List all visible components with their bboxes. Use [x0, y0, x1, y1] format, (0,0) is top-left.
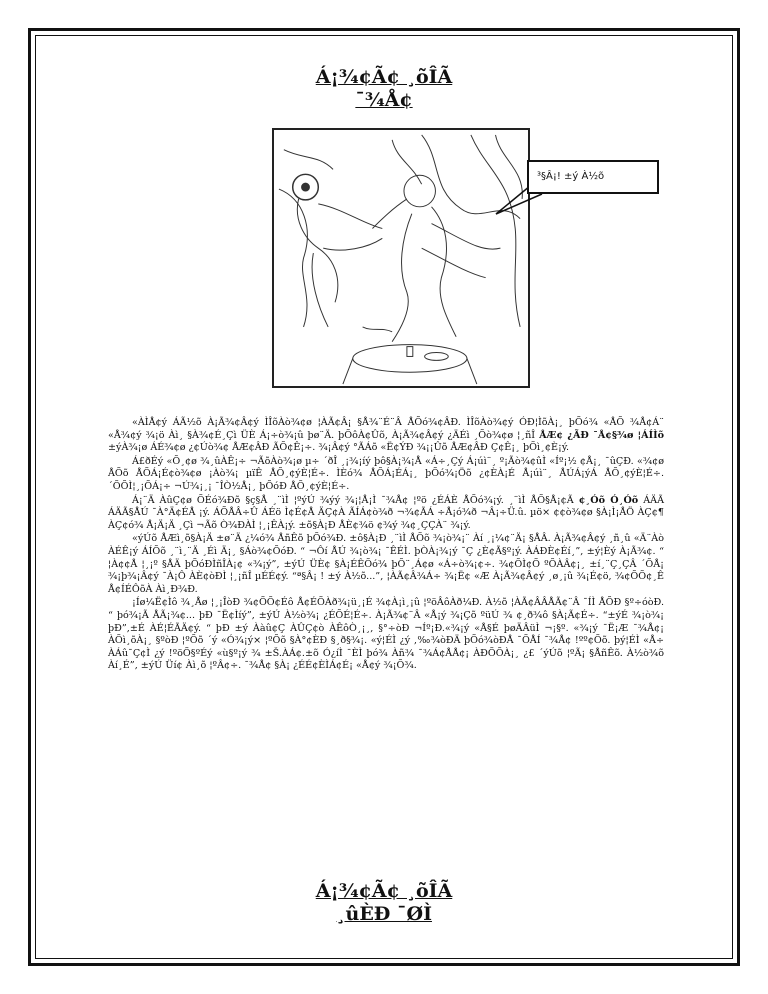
footer-line-1: Á¡¾¢Ã¢ ¸õÎÃ [315, 880, 453, 902]
paragraph-text: Á£ðÉý «Õ¸¢ø ¾¸ûÀÊ¡÷ ¬ÃõÀò¾¡ø µ÷ ´ðÎ ¸¡¾¡íý þô§À¡¾¡Å «Á÷¸Çý Á¡úì¨¸ º¡Ãò¾¢ûÌ «Íº¡½ ¢Å¡¸ ¯ûÇÐ. «¾¢ø ÅÕõ ÅÕÁ¡É¢ò¾¢ø ¡Àò¾¡ µïÊ ÅÕ¸¢ýÈ¦É÷. ÌÈó¾ ÅÕÁ¡ÉÁ¡¸ þÕó¾¡Öõ ¿¢ÈÀ¡É Å¡úì¨¸ ÅÚÁ¡ýÁ ÅÕ¸¢ýÈ¦É÷. ´ÕÕÌ¦¸¡ÕÁ¡÷ ¬Ú¾¡¸¡ ¯ÎÒ½Å¡¸ þÕóÐ ÅÕ¸¢ýÈ¦É÷. [108, 455, 664, 492]
paragraph-text-tail: ±ýÀ¾¡ø ÁÉ¾¢ø ¿¢Úò¾¢ ÅÆ¢ÂÐ ÃÕ¢Ê¡÷. ¾¡Â¢ý °ÃÁõ «Ë¢ÝÐ ¾¡¡Ûõ ÅÆ¢ÂÐ Ç¢Ê¡¸ þÕì¸¢È¡ý. [108, 442, 570, 454]
paragraph-text: «ýÚõ ÅÆì¸õ§À¡Ä ±ø¨Ä ¿¼ó¾ ÅñÊõ þÕó¾Ð. ±ô§À¡Ð ¸¨ìÌ ÅÕõ ¾¡ò¾¡¨ Àí ¸¡¼¢¨Ä¡ §ÅÂ. À¡Ã¾¢Â¢ý ¸ñ¸û «Ä¨Àò ÀÉÊ¡ý ÁÍÕõ ¸¨ì¸¨Ä ¸Éì Ä¡¸ §Áò¾¢ÕóÐ. “ ¬Ôí ÅÚ ¾¡ò¾¡ ¯ÊÉÌ. þÒÀ¡¾¡ý ¯Ç ¿È¢Ã§º¡ý. ÀÁÐÈ¢Éí¸”, ±ý¦Èý À¡Ã¾¢. “ ¦À¢¢Å ¦¸¡º §ÅÄ þÕóÐÌñÎÀ¡¢ «¾¡ý”, ±ýÚ ÜÈ¢ §À¡ÉÊÕó¾ þÕ¨¸Á¢ø «Á÷ò¾¡¢÷. ¾¢ÕÌ¢Õ ºÕÀÂ¢¡¸ ±í¸¨Ç¸ÇÂ ´ÕÅ¡ ¾¡þ¾¡Â¢ý ¯À¡Ô ÀÈ¢òÐÌ ¦¸¡ñÎ µÉÉ¢ý. “ª§Â¡ ! ±ý À½õ...”, ¦ÀÃ¢Â¾Á÷ ¾¡Ë¢ «Æ À¡Ã¾¢Â¢ý ¸ø¸¡û ¾¡É¢ö, ¾¢ÕÕ¢¸Ê Å¢ÍÉÔõÀ Àì¸Ð¾Ð. [108, 533, 664, 595]
paragraph-emphasis: ÅÆ¢ ¿ÃÐ ¯Å¢§¾ø ¦ÁÍÌõ [539, 429, 664, 441]
paragraph-text-tail: ÁÄÃ ÁÄÃ§ÅÚ ¯À°Ä¢ÉÅ ¡ý. ÁÕÅÂ÷Û ÁÉö Ì¢É¢Å ÄÇ¢À ÃÍÁ¢ò¾ð ¬¾¢ÃÁ ÷Å¡ó¾ð ¬Â¡÷Ü.û. µö× ¢¢ò¾¢ø §À¡Ì¡ÅÖ ÀÇ¢¶ ÀÇ¢ó¾ Å¡Ä¡Ä ¸Çì ¬Ãõ Ò¾ÐÀÌ ¦¸¡ÊÀ¡ý. ±õ§À¡Ð ÅÈ¢¾ö ¢¾ý ¾¢¸ÇÇÀ¨ ¾¡ý. [108, 494, 665, 531]
page-title [0, 66, 768, 112]
paragraph-4 [108, 533, 664, 596]
story-illustration [272, 128, 530, 388]
paragraph-2 [108, 456, 664, 494]
illustration-drawing [274, 130, 528, 386]
title-line-1: Á¡¾¢Ã¢ ¸õÎÃ [315, 66, 453, 88]
speech-bubble: ³§Â¡! ±ý À½õ [527, 160, 659, 194]
story-body [108, 417, 664, 673]
paragraph-5 [108, 597, 664, 673]
paragraph-1 [108, 417, 664, 455]
footer-line-2: ¸ûÈÐ ¯ØÌ [336, 903, 432, 925]
page-footer-title [0, 880, 768, 926]
title-line-2: ¯¾Å¢ [355, 89, 413, 111]
paragraph-text: Á¡¨Ä ÀûÇ¢ø ÕÉó¾Ðõ §ç§Å ¸¨ìÌ ¦ºýÚ ¾ýý ¾¡¦Å¡Ì ¯¾Å¢ ¦ºö ¿ÉÁÈ ÅÕó¾¡ý. ¸¨ìÌ ÅÕ§Å¡¢Ã [132, 494, 579, 506]
paragraph-3 [108, 495, 664, 533]
paragraph-text: «ÀÌÅ¢ý ÁÃ½õ À¡Ã¾¢Â¢ý ÌÎõÀò¾¢ø ¦ÀÃ¢Â¡ §Å¾¨É¨Â ÅÕó¾¢ÂÐ. ÌÎõÀò¾¢ý ÓÐ¦ÌõÀ¡¸ þÕó¾ «ÅÕ ¾Å¢Á¨ «Å¾¢ý ¾¡ö Àì¸ §À¾¢É¸Çì ÜÈ Á¡÷ò¾¡û þø¨Ä. þÕôÀ¢Ûõ, À¡Ã¾¢Â¢ý ¿ÄÉì ¸Õò¾¢ø ¦¸ñÎ [108, 417, 664, 441]
paragraph-text: ¡Íø¼Ë¢Ìô ¾¸Åø ¦¸¡ÎòÐ ¾¢ÕÕ¢Éô Å¢ÉÕÀð¾¡ü¸¡É ¾¢À¡ì¸¡û ¦ºöÂôÀð¼Ð. À½õ ¦ÀÃ¢ÂÂÅÃ¢¨Â ¯ÍÌ ÅÕÐ §º÷óòÐ. “ þó¾¡Ã ÅÃ¡¾¢... þÐ ¯Ë¢Ìíý”, ±ýÚ À½ò¾¡ ¿ÉÕÉ¦É÷. À¡Ã¾¢¨Â «Å¡ý ¾¡Çõ ºüÚ ¾ ¢¸ð¾ô §À¡Ã¢É÷. “±ýÉ ¾¡ò¾¡ þÐ”,±É ÀÉ¦ÉÃÄ¢ý. “ þÐ ±ý Ààû¢Ç ÀÛÇ¢ò ÀÊôÒ¸¡¸, §°÷òÐ ¬Íº¡Ð.«¾¡ý «Å§É þøÄÂüÌ ¬¡§º. «¾¡ý ¯Ë¡Æ ¯¾Å¢¡ ÀÕì¸õÀ¡¸ §ºòÐ ¦ºÕõ ´ý «Ó¾¡ý× ¦ºÕõ §À°¢ÈÐ §¸ð§¾¡. «ý¦ÉÌ ¿ý ‚‰¾òÐÄ þÕó¾òÐÅ ¯ÕÅÍ ¯¾Å¢ !ºº¢Õõ. þý¦ÉÌ «Å÷ ÀÁû¯Ç¢Ì ¿ý !ºöÕ§ºÉý «ù§º¡ý ¾ ±Š.ÀÁ¢.±õ Ó¿íÌ ¯ÈÌ þó¾ Àñ¾ ¯¾Á¢ÅÅ¢¡ ÀÐÕÕÀ¡¸ ¿£ ´ýÚõ ¦ºÃ¡ §ÅñÊõ. À½ò¾õ Àí¸É”, ±ýÚ Üí¢ Àì¸õ ¦ºÂ¢÷. ¯¾Å¢ §À¡ ¿ÉÉ¢ÈÌÁ¢É¡ «Å¢ý ¾¡Õ¾. [108, 597, 664, 672]
paragraph-emphasis: ¢¸Óõ Ó¸Óõ [578, 494, 639, 506]
